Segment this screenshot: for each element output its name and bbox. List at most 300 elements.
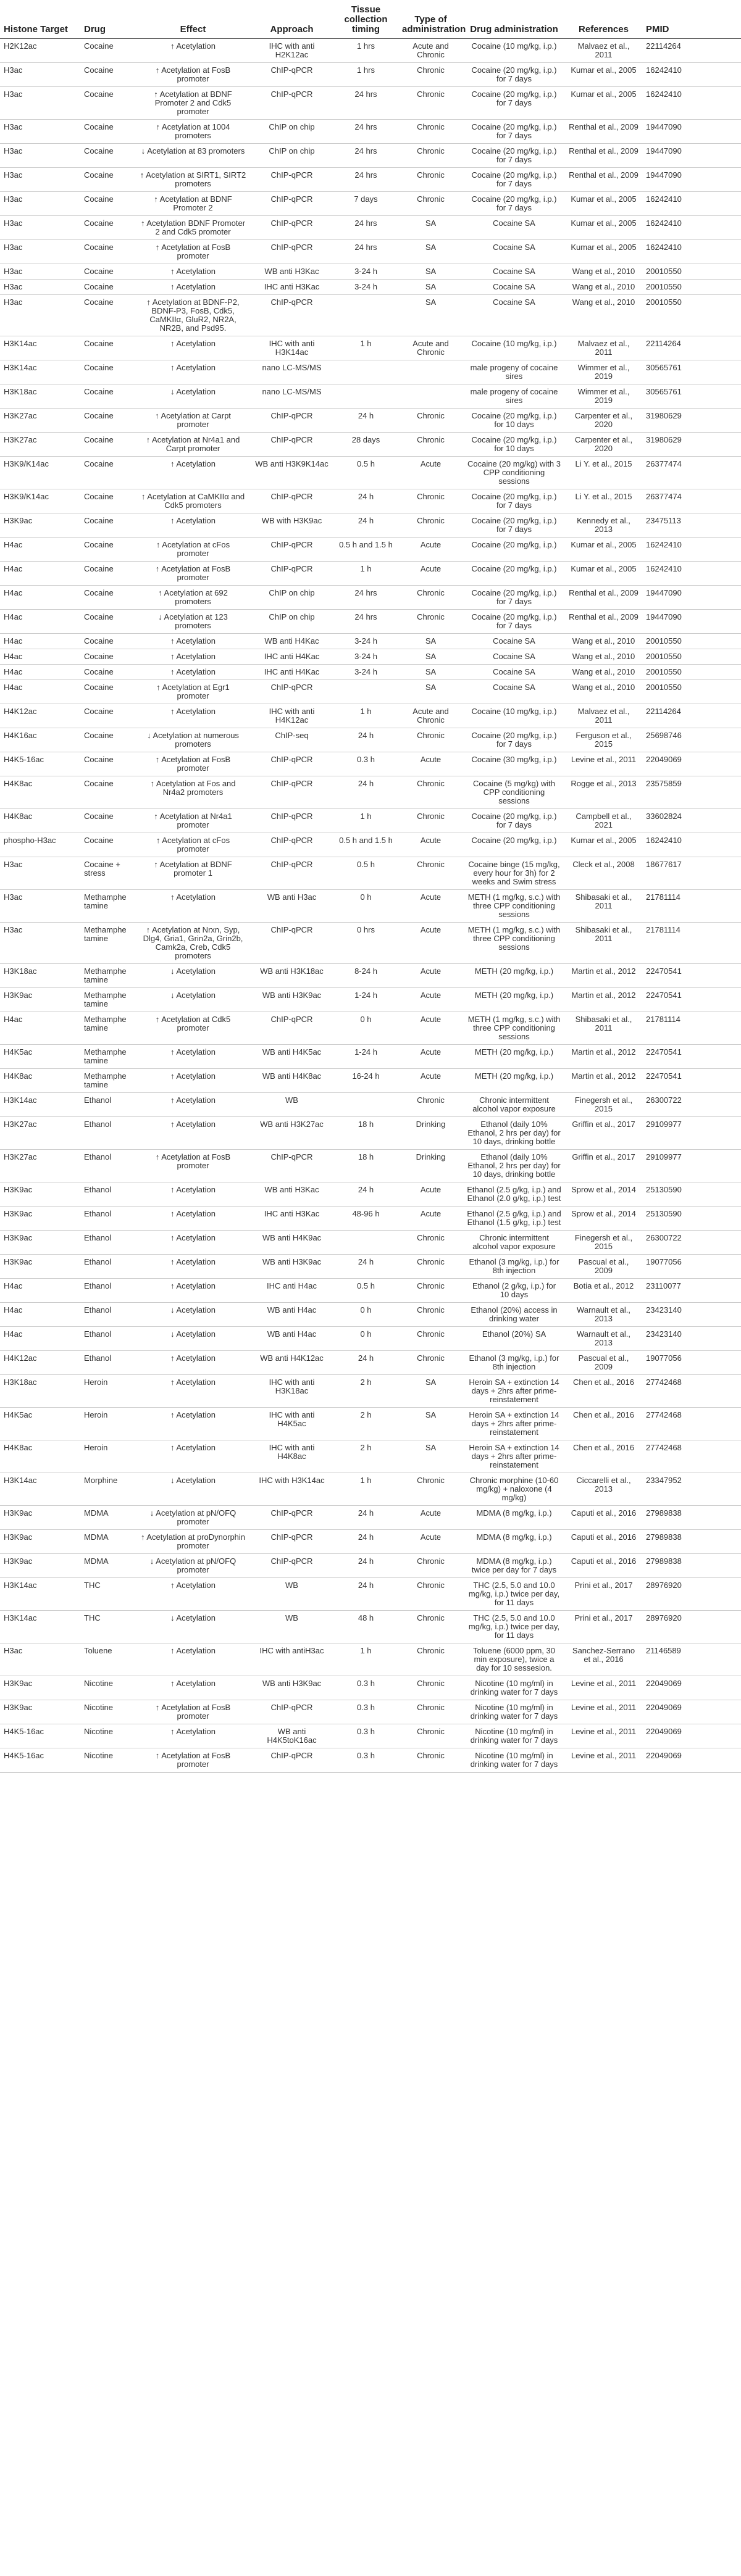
administration-type-cell: Chronic	[398, 1676, 463, 1700]
drug-cell: MDMA	[80, 1506, 136, 1530]
pmid-cell: 23347952	[642, 1473, 741, 1506]
drug-cell: Ethanol	[80, 1093, 136, 1117]
timing-cell: 8-24 h	[333, 964, 398, 988]
approach-cell: IHC with anti H3K14ac	[250, 336, 333, 360]
drug-administration-cell: Cocaine (10 mg/kg, i.p.)	[463, 39, 565, 63]
table-row	[0, 1700, 741, 1724]
drug-cell: Toluene	[80, 1643, 136, 1676]
pmid-cell: 20010550	[642, 634, 741, 649]
histone-target-cell: H3K9ac	[0, 513, 80, 538]
approach-cell: ChIP-qPCR	[250, 1530, 333, 1554]
drug-administration-cell: Cocaine (20 mg/kg, i.p.) for 7 days	[463, 513, 565, 538]
pmid-cell: 21781114	[642, 890, 741, 923]
timing-cell: 0 h	[333, 1303, 398, 1327]
histone-target-cell: H3K9ac	[0, 1700, 80, 1724]
histone-target-cell: H4ac	[0, 649, 80, 665]
effect-cell: ↑ Acetylation	[136, 1351, 250, 1375]
histone-target-cell: H3ac	[0, 890, 80, 923]
pmid-cell: 20010550	[642, 665, 741, 680]
reference-cell: Chen et al., 2016	[565, 1408, 642, 1440]
approach-cell: IHC anti H3Kac	[250, 1207, 333, 1231]
timing-cell: 24 h	[333, 1530, 398, 1554]
drug-administration-cell: Cocaine SA	[463, 216, 565, 240]
timing-cell: 0.3 h	[333, 1724, 398, 1748]
drug-administration-cell: Cocaine (20 mg/kg, i.p.) for 10 days	[463, 433, 565, 457]
administration-type-cell: Drinking	[398, 1150, 463, 1182]
drug-administration-cell: METH (20 mg/kg, i.p.)	[463, 988, 565, 1012]
effect-cell: ↓ Acetylation at 123 promoters	[136, 610, 250, 634]
effect-cell: ↓ Acetylation	[136, 1303, 250, 1327]
reference-cell: Wimmer et al., 2019	[565, 384, 642, 409]
administration-type-cell: SA	[398, 680, 463, 704]
histone-target-cell: H3K14ac	[0, 1611, 80, 1643]
histone-target-cell: H3ac	[0, 857, 80, 890]
approach-cell: ChIP-qPCR	[250, 562, 333, 586]
pmid-cell: 27742468	[642, 1440, 741, 1473]
drug-administration-cell: Cocaine (20 mg/kg, i.p.) for 7 days	[463, 809, 565, 833]
table-row	[0, 728, 741, 752]
drug-cell: Cocaine	[80, 489, 136, 513]
drug-cell: Cocaine	[80, 264, 136, 280]
effect-cell: ↑ Acetylation at cFos promoter	[136, 538, 250, 562]
approach-cell: WB anti H3Kac	[250, 264, 333, 280]
timing-cell: 1-24 h	[333, 1045, 398, 1069]
effect-cell: ↑ Acetylation at CaMKIIα and Cdk5 promoters	[136, 489, 250, 513]
drug-administration-cell: Heroin SA + extinction 14 days + 2hrs after prime-reinstatement	[463, 1408, 565, 1440]
timing-cell: 3-24 h	[333, 280, 398, 295]
timing-cell: 24 h	[333, 1255, 398, 1279]
timing-cell: 0.5 h and 1.5 h	[333, 538, 398, 562]
approach-cell: IHC with antiH3ac	[250, 1643, 333, 1676]
administration-type-cell: Chronic	[398, 1611, 463, 1643]
reference-cell: Kumar et al., 2005	[565, 87, 642, 120]
pmid-cell: 28976920	[642, 1611, 741, 1643]
drug-cell: Methamphe tamine	[80, 1069, 136, 1093]
col-references: References	[565, 2, 642, 39]
pmid-cell: 27989838	[642, 1506, 741, 1530]
table-row	[0, 1093, 741, 1117]
drug-administration-cell: Cocaine (20 mg/kg, i.p.) for 7 days	[463, 489, 565, 513]
reference-cell: Pascual et al., 2009	[565, 1255, 642, 1279]
drug-cell: Ethanol	[80, 1150, 136, 1182]
effect-cell: ↑ Acetylation	[136, 634, 250, 649]
pmid-cell: 16242410	[642, 87, 741, 120]
pmid-cell: 19447090	[642, 120, 741, 144]
approach-cell: ChIP on chip	[250, 610, 333, 634]
administration-type-cell: SA	[398, 216, 463, 240]
histone-target-cell: H3ac	[0, 87, 80, 120]
drug-administration-cell: Ethanol (2.5 g/kg, i.p.) and Ethanol (1.5 g/kg, i.p.) test	[463, 1207, 565, 1231]
timing-cell: 1 h	[333, 562, 398, 586]
effect-cell: ↑ Acetylation	[136, 704, 250, 728]
table-row	[0, 120, 741, 144]
drug-administration-cell: METH (1 mg/kg, s.c.) with three CPP conditioning sessions	[463, 923, 565, 964]
histone-target-cell: H4K8ac	[0, 1069, 80, 1093]
pmid-cell: 22470541	[642, 988, 741, 1012]
pmid-cell: 16242410	[642, 562, 741, 586]
reference-cell: Shibasaki et al., 2011	[565, 923, 642, 964]
pmid-cell: 22114264	[642, 39, 741, 63]
administration-type-cell: Chronic	[398, 1351, 463, 1375]
histone-target-cell: H3ac	[0, 264, 80, 280]
histone-target-cell: H3K14ac	[0, 1473, 80, 1506]
histone-target-cell: phospho-H3ac	[0, 833, 80, 857]
pmid-cell: 16242410	[642, 63, 741, 87]
pmid-cell: 30565761	[642, 360, 741, 384]
histone-target-cell: H4K8ac	[0, 776, 80, 809]
drug-administration-cell: Cocaine SA	[463, 665, 565, 680]
timing-cell: 0.3 h	[333, 1700, 398, 1724]
approach-cell: WB anti H3K9ac	[250, 1255, 333, 1279]
approach-cell: ChIP-qPCR	[250, 489, 333, 513]
drug-cell: Cocaine	[80, 295, 136, 336]
table-row	[0, 1117, 741, 1150]
drug-administration-cell: METH (20 mg/kg, i.p.)	[463, 964, 565, 988]
reference-cell: Warnault et al., 2013	[565, 1327, 642, 1351]
timing-cell: 1-24 h	[333, 988, 398, 1012]
approach-cell: ChIP-qPCR	[250, 1748, 333, 1772]
administration-type-cell: Chronic	[398, 120, 463, 144]
approach-cell: WB anti H3K9ac	[250, 988, 333, 1012]
pmid-cell: 27989838	[642, 1554, 741, 1578]
table-row	[0, 1473, 741, 1506]
approach-cell: WB	[250, 1611, 333, 1643]
approach-cell: WB anti H4Kac	[250, 634, 333, 649]
histone-target-cell: H3K9/K14ac	[0, 457, 80, 489]
timing-cell: 0 h	[333, 890, 398, 923]
histone-target-cell: H3K9ac	[0, 988, 80, 1012]
histone-target-cell: H4K12ac	[0, 1351, 80, 1375]
timing-cell	[333, 360, 398, 384]
administration-type-cell: Chronic	[398, 168, 463, 192]
administration-type-cell: Drinking	[398, 1117, 463, 1150]
effect-cell: ↑ Acetylation	[136, 1279, 250, 1303]
reference-cell: Pascual et al., 2009	[565, 1351, 642, 1375]
reference-cell: Malvaez et al., 2011	[565, 39, 642, 63]
reference-cell: Caputi et al., 2016	[565, 1530, 642, 1554]
administration-type-cell: Acute	[398, 1045, 463, 1069]
administration-type-cell: Acute	[398, 833, 463, 857]
table-row	[0, 1375, 741, 1408]
administration-type-cell: Acute and Chronic	[398, 704, 463, 728]
drug-administration-cell: Cocaine (20 mg/kg, i.p.)	[463, 538, 565, 562]
reference-cell: Renthal et al., 2009	[565, 120, 642, 144]
drug-cell: Cocaine	[80, 704, 136, 728]
drug-cell: Ethanol	[80, 1255, 136, 1279]
administration-type-cell: Chronic	[398, 1255, 463, 1279]
approach-cell: ChIP-qPCR	[250, 63, 333, 87]
approach-cell: IHC with anti H4K8ac	[250, 1440, 333, 1473]
reference-cell: Kumar et al., 2005	[565, 538, 642, 562]
timing-cell: 24 hrs	[333, 168, 398, 192]
drug-cell: Ethanol	[80, 1279, 136, 1303]
drug-administration-cell: Cocaine (20 mg/kg, i.p.) for 7 days	[463, 610, 565, 634]
drug-cell: Ethanol	[80, 1182, 136, 1207]
approach-cell: WB anti H4ac	[250, 1327, 333, 1351]
timing-cell: 24 hrs	[333, 610, 398, 634]
histone-target-cell: H3ac	[0, 1643, 80, 1676]
effect-cell: ↓ Acetylation at pN/OFQ promoter	[136, 1554, 250, 1578]
timing-cell: 7 days	[333, 192, 398, 216]
table-row	[0, 1554, 741, 1578]
table-row	[0, 1231, 741, 1255]
table-row	[0, 1150, 741, 1182]
drug-administration-cell: METH (1 mg/kg, s.c.) with three CPP conditioning sessions	[463, 890, 565, 923]
histone-target-cell: H3K9ac	[0, 1530, 80, 1554]
table-row	[0, 1578, 741, 1611]
approach-cell: IHC with H3K14ac	[250, 1473, 333, 1506]
histone-target-cell: H4K16ac	[0, 728, 80, 752]
administration-type-cell: Chronic	[398, 513, 463, 538]
histone-target-cell: H3K9ac	[0, 1506, 80, 1530]
drug-cell: THC	[80, 1578, 136, 1611]
histone-target-cell: H3K9ac	[0, 1554, 80, 1578]
approach-cell: ChIP-qPCR	[250, 923, 333, 964]
timing-cell: 0.5 h	[333, 857, 398, 890]
administration-type-cell: SA	[398, 665, 463, 680]
approach-cell: ChIP on chip	[250, 144, 333, 168]
reference-cell: Griffin et al., 2017	[565, 1117, 642, 1150]
timing-cell: 24 h	[333, 1554, 398, 1578]
drug-administration-cell: Cocaine (10 mg/kg, i.p.)	[463, 336, 565, 360]
col-pmid: PMID	[642, 2, 741, 39]
pmid-cell: 23423140	[642, 1327, 741, 1351]
approach-cell: WB anti H4K12ac	[250, 1351, 333, 1375]
drug-administration-cell: THC (2.5, 5.0 and 10.0 mg/kg, i.p.) twice per day, for 11 days	[463, 1578, 565, 1611]
approach-cell: ChIP-seq	[250, 728, 333, 752]
histone-target-cell: H3ac	[0, 295, 80, 336]
drug-cell: Cocaine	[80, 457, 136, 489]
timing-cell: 24 h	[333, 409, 398, 433]
table-row	[0, 433, 741, 457]
drug-administration-cell: Cocaine binge (15 mg/kg, every hour for 3h) for 2 weeks and Swim stress	[463, 857, 565, 890]
administration-type-cell: Chronic	[398, 1093, 463, 1117]
approach-cell: ChIP on chip	[250, 586, 333, 610]
approach-cell: nano LC-MS/MS	[250, 384, 333, 409]
table-row	[0, 168, 741, 192]
approach-cell: WB anti H3ac	[250, 890, 333, 923]
effect-cell: ↑ Acetylation	[136, 1069, 250, 1093]
effect-cell: ↑ Acetylation	[136, 1643, 250, 1676]
pmid-cell: 19447090	[642, 610, 741, 634]
table-row	[0, 489, 741, 513]
pmid-cell: 27989838	[642, 1530, 741, 1554]
administration-type-cell: Chronic	[398, 1554, 463, 1578]
administration-type-cell: SA	[398, 295, 463, 336]
drug-cell: Methamphe tamine	[80, 923, 136, 964]
effect-cell: ↑ Acetylation	[136, 1045, 250, 1069]
pmid-cell: 23423140	[642, 1303, 741, 1327]
approach-cell: ChIP-qPCR	[250, 776, 333, 809]
drug-administration-cell: Ethanol (2 g/kg, i.p.) for 10 days	[463, 1279, 565, 1303]
pmid-cell: 28976920	[642, 1578, 741, 1611]
drug-cell: Cocaine	[80, 665, 136, 680]
effect-cell: ↑ Acetylation	[136, 513, 250, 538]
table-row	[0, 1279, 741, 1303]
timing-cell: 18 h	[333, 1117, 398, 1150]
drug-administration-cell: Nicotine (10 mg/ml) in drinking water for 7 days	[463, 1676, 565, 1700]
drug-administration-cell: male progeny of cocaine sires	[463, 360, 565, 384]
table-row	[0, 240, 741, 264]
reference-cell: Martin et al., 2012	[565, 1069, 642, 1093]
administration-type-cell: Chronic	[398, 144, 463, 168]
administration-type-cell: Acute	[398, 988, 463, 1012]
table-row	[0, 857, 741, 890]
timing-cell	[333, 680, 398, 704]
approach-cell: ChIP-qPCR	[250, 240, 333, 264]
table-row	[0, 1327, 741, 1351]
timing-cell: 28 days	[333, 433, 398, 457]
reference-cell: Botia et al., 2012	[565, 1279, 642, 1303]
histone-target-cell: H3ac	[0, 192, 80, 216]
histone-target-cell: H3K14ac	[0, 1093, 80, 1117]
timing-cell: 16-24 h	[333, 1069, 398, 1093]
drug-cell: Cocaine	[80, 680, 136, 704]
pmid-cell: 20010550	[642, 264, 741, 280]
reference-cell: Levine et al., 2011	[565, 752, 642, 776]
timing-cell: 3-24 h	[333, 634, 398, 649]
effect-cell: ↑ Acetylation at Nr4a1 promoter	[136, 809, 250, 833]
histone-target-cell: H3ac	[0, 280, 80, 295]
administration-type-cell: Chronic	[398, 1279, 463, 1303]
histone-target-cell: H4K5-16ac	[0, 1748, 80, 1772]
administration-type-cell: Chronic	[398, 1303, 463, 1327]
administration-type-cell: Acute	[398, 923, 463, 964]
reference-cell: Li Y. et al., 2015	[565, 489, 642, 513]
timing-cell: 24 hrs	[333, 120, 398, 144]
histone-target-cell: H4K8ac	[0, 809, 80, 833]
effect-cell: ↓ Acetylation at numerous promoters	[136, 728, 250, 752]
histone-target-cell: H4K8ac	[0, 1440, 80, 1473]
reference-cell: Levine et al., 2011	[565, 1676, 642, 1700]
table-row	[0, 1530, 741, 1554]
drug-administration-cell: Cocaine (20 mg/kg) with 3 CPP conditioning sessions	[463, 457, 565, 489]
effect-cell: ↑ Acetylation	[136, 1117, 250, 1150]
drug-cell: Cocaine	[80, 562, 136, 586]
timing-cell: 0 h	[333, 1327, 398, 1351]
administration-type-cell	[398, 360, 463, 384]
pmid-cell: 31980629	[642, 433, 741, 457]
histone-target-cell: H3K9ac	[0, 1182, 80, 1207]
pmid-cell: 22114264	[642, 704, 741, 728]
table-row	[0, 586, 741, 610]
approach-cell: WB anti H4K9ac	[250, 1231, 333, 1255]
table-row	[0, 295, 741, 336]
drug-administration-cell: Ethanol (20%) access in drinking water	[463, 1303, 565, 1327]
timing-cell: 2 h	[333, 1440, 398, 1473]
histone-target-cell: H3K27ac	[0, 1117, 80, 1150]
effect-cell: ↑ Acetylation at Nr4a1 and Carpt promoter	[136, 433, 250, 457]
drug-administration-cell: Ethanol (daily 10% Ethanol, 2 hrs per day) for 10 days, drinking bottle	[463, 1150, 565, 1182]
histone-target-cell: H4ac	[0, 634, 80, 649]
reference-cell: Caputi et al., 2016	[565, 1506, 642, 1530]
pmid-cell: 19077056	[642, 1351, 741, 1375]
effect-cell: ↑ Acetylation at BDNF promoter 1	[136, 857, 250, 890]
table-row	[0, 809, 741, 833]
timing-cell: 0.3 h	[333, 752, 398, 776]
drug-cell: Ethanol	[80, 1351, 136, 1375]
histone-target-cell: H3K14ac	[0, 1578, 80, 1611]
administration-type-cell: Chronic	[398, 87, 463, 120]
pmid-cell: 21146589	[642, 1643, 741, 1676]
drug-administration-cell: METH (20 mg/kg, i.p.)	[463, 1069, 565, 1093]
effect-cell: ↑ Acetylation at Nrxn, Syp, Dlg4, Gria1, Grin2a, Grin2b, Camk2a, Creb, Cdk5 promoters	[136, 923, 250, 964]
administration-type-cell: Acute	[398, 1530, 463, 1554]
histone-target-cell: H3K9/K14ac	[0, 489, 80, 513]
timing-cell	[333, 1093, 398, 1117]
table-row	[0, 1255, 741, 1279]
table-row	[0, 923, 741, 964]
effect-cell: ↑ Acetylation	[136, 457, 250, 489]
administration-type-cell: SA	[398, 634, 463, 649]
pmid-cell: 31980629	[642, 409, 741, 433]
histone-target-cell: H3K9ac	[0, 1231, 80, 1255]
pmid-cell: 22049069	[642, 1748, 741, 1772]
table-row	[0, 1045, 741, 1069]
timing-cell: 24 h	[333, 1578, 398, 1611]
drug-cell: Cocaine	[80, 752, 136, 776]
pmid-cell: 26377474	[642, 489, 741, 513]
timing-cell: 0 h	[333, 1012, 398, 1045]
administration-type-cell: Acute	[398, 752, 463, 776]
effect-cell: ↑ Acetylation	[136, 1093, 250, 1117]
administration-type-cell: SA	[398, 1375, 463, 1408]
pmid-cell: 20010550	[642, 295, 741, 336]
drug-administration-cell: Cocaine (20 mg/kg, i.p.)	[463, 562, 565, 586]
histone-target-cell: H3K9ac	[0, 1255, 80, 1279]
effect-cell: ↑ Acetylation	[136, 360, 250, 384]
reference-cell: Martin et al., 2012	[565, 1045, 642, 1069]
drug-administration-cell: Cocaine SA	[463, 649, 565, 665]
reference-cell: Wang et al., 2010	[565, 264, 642, 280]
table-row	[0, 409, 741, 433]
drug-administration-cell: Ethanol (2.5 g/kg, i.p.) and Ethanol (2.0 g/kg, i.p.) test	[463, 1182, 565, 1207]
drug-cell: Cocaine	[80, 87, 136, 120]
drug-administration-cell: Cocaine SA	[463, 295, 565, 336]
effect-cell: ↑ Acetylation at Cdk5 promoter	[136, 1012, 250, 1045]
histone-target-cell: H4K5-16ac	[0, 1724, 80, 1748]
drug-administration-cell: Cocaine (20 mg/kg, i.p.) for 7 days	[463, 728, 565, 752]
approach-cell: IHC anti H4Kac	[250, 665, 333, 680]
timing-cell: 24 hrs	[333, 240, 398, 264]
pmid-cell: 23475113	[642, 513, 741, 538]
reference-cell: Kumar et al., 2005	[565, 562, 642, 586]
approach-cell: WB	[250, 1093, 333, 1117]
timing-cell: 1 hrs	[333, 63, 398, 87]
reference-cell: Finegersh et al., 2015	[565, 1093, 642, 1117]
pmid-cell: 22470541	[642, 1045, 741, 1069]
drug-cell: Nicotine	[80, 1748, 136, 1772]
effect-cell: ↑ Acetylation at 1004 promoters	[136, 120, 250, 144]
table-row	[0, 1207, 741, 1231]
effect-cell: ↓ Acetylation	[136, 1473, 250, 1506]
table-row	[0, 1676, 741, 1700]
reference-cell: Kumar et al., 2005	[565, 192, 642, 216]
table-row	[0, 1408, 741, 1440]
drug-cell: Cocaine	[80, 120, 136, 144]
pmid-cell: 16242410	[642, 538, 741, 562]
table-row	[0, 634, 741, 649]
drug-cell: Cocaine	[80, 538, 136, 562]
drug-administration-cell: Toluene (6000 ppm, 30 min exposure), twice a day for 10 sessesion.	[463, 1643, 565, 1676]
table-row	[0, 192, 741, 216]
pmid-cell: 29109977	[642, 1150, 741, 1182]
table-row	[0, 63, 741, 87]
drug-administration-cell: Heroin SA + extinction 14 days + 2hrs after prime-reinstatement	[463, 1440, 565, 1473]
col-approach: Approach	[250, 2, 333, 39]
reference-cell: Wang et al., 2010	[565, 280, 642, 295]
timing-cell: 1 h	[333, 704, 398, 728]
